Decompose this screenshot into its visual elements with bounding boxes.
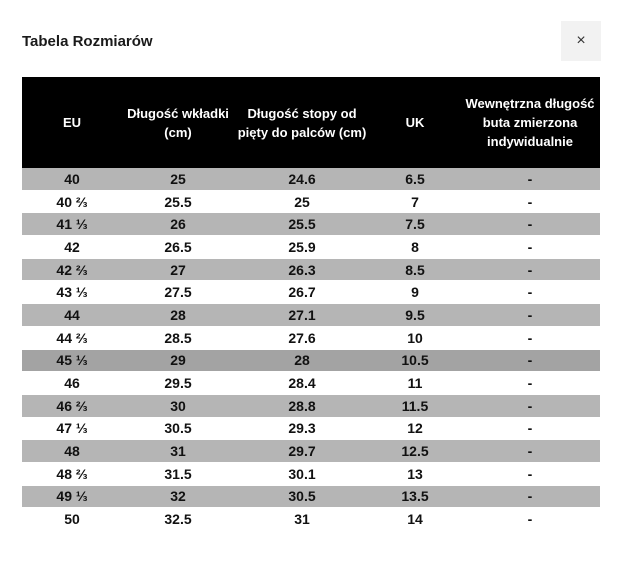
cell-uk: 7.5 [370, 213, 460, 236]
cell-eu: 42 [22, 236, 122, 259]
cell-inner: - [460, 236, 600, 259]
cell-eu: 44 [22, 304, 122, 327]
cell-insole: 27.5 [122, 281, 234, 304]
cell-insole: 26.5 [122, 236, 234, 259]
cell-uk: 10 [370, 326, 460, 349]
size-table-body [22, 168, 600, 531]
cell-uk: 9.5 [370, 304, 460, 327]
cell-foot: 30.5 [234, 485, 370, 508]
cell-inner: - [460, 462, 600, 485]
header-foot-length: Długość stopy od pięty do palców (cm) [234, 77, 370, 168]
cell-eu: 48 ⅔ [22, 462, 122, 485]
cell-uk: 9 [370, 281, 460, 304]
table-row [22, 508, 600, 531]
cell-insole: 28 [122, 304, 234, 327]
cell-insole: 32 [122, 485, 234, 508]
cell-inner: - [460, 440, 600, 463]
table-row [22, 326, 600, 349]
cell-eu: 40 ⅔ [22, 190, 122, 213]
cell-inner: - [460, 258, 600, 281]
cell-foot: 26.7 [234, 281, 370, 304]
table-row [22, 258, 600, 281]
cell-insole: 28.5 [122, 326, 234, 349]
cell-insole: 30.5 [122, 417, 234, 440]
cell-uk: 13 [370, 462, 460, 485]
cell-inner: - [460, 213, 600, 236]
header-uk: UK [370, 77, 460, 168]
close-icon: × [576, 32, 586, 49]
header-row [22, 77, 600, 168]
cell-foot: 29.7 [234, 440, 370, 463]
cell-uk: 10.5 [370, 349, 460, 372]
cell-inner: - [460, 281, 600, 304]
cell-foot: 24.6 [234, 168, 370, 190]
cell-insole: 32.5 [122, 508, 234, 531]
size-table [22, 77, 600, 531]
table-row [22, 190, 600, 213]
cell-uk: 11 [370, 372, 460, 395]
header-inner-length: Wewnętrzna długość buta zmierzona indywidualnie [460, 77, 600, 168]
table-row [22, 394, 600, 417]
cell-foot: 25.5 [234, 213, 370, 236]
cell-uk: 11.5 [370, 394, 460, 417]
cell-uk: 12.5 [370, 440, 460, 463]
table-row [22, 417, 600, 440]
cell-insole: 26 [122, 213, 234, 236]
cell-eu: 43 ⅓ [22, 281, 122, 304]
cell-foot: 28 [234, 349, 370, 372]
cell-inner: - [460, 326, 600, 349]
table-row [22, 462, 600, 485]
cell-insole: 29.5 [122, 372, 234, 395]
cell-insole: 27 [122, 258, 234, 281]
cell-inner: - [460, 485, 600, 508]
table-row [22, 213, 600, 236]
cell-foot: 26.3 [234, 258, 370, 281]
cell-eu: 48 [22, 440, 122, 463]
cell-eu: 45 ⅓ [22, 349, 122, 372]
cell-insole: 30 [122, 394, 234, 417]
cell-eu: 49 ⅓ [22, 485, 122, 508]
cell-inner: - [460, 349, 600, 372]
cell-uk: 6.5 [370, 168, 460, 190]
header-eu: EU [22, 77, 122, 168]
cell-eu: 50 [22, 508, 122, 531]
cell-uk: 8 [370, 236, 460, 259]
cell-insole: 31.5 [122, 462, 234, 485]
table-row [22, 485, 600, 508]
cell-inner: - [460, 168, 600, 190]
cell-eu: 46 ⅔ [22, 394, 122, 417]
cell-foot: 25.9 [234, 236, 370, 259]
cell-foot: 29.3 [234, 417, 370, 440]
cell-eu: 42 ⅔ [22, 258, 122, 281]
cell-foot: 30.1 [234, 462, 370, 485]
table-row [22, 349, 600, 372]
table-row [22, 168, 600, 190]
cell-foot: 28.8 [234, 394, 370, 417]
cell-inner: - [460, 508, 600, 531]
cell-uk: 12 [370, 417, 460, 440]
cell-inner: - [460, 372, 600, 395]
cell-foot: 27.6 [234, 326, 370, 349]
cell-insole: 31 [122, 440, 234, 463]
close-button[interactable] [561, 21, 601, 61]
cell-eu: 44 ⅔ [22, 326, 122, 349]
cell-insole: 25.5 [122, 190, 234, 213]
cell-inner: - [460, 190, 600, 213]
cell-inner: - [460, 394, 600, 417]
cell-insole: 25 [122, 168, 234, 190]
cell-uk: 14 [370, 508, 460, 531]
cell-uk: 13.5 [370, 485, 460, 508]
cell-eu: 47 ⅓ [22, 417, 122, 440]
table-row [22, 304, 600, 327]
table-row [22, 281, 600, 304]
cell-inner: - [460, 304, 600, 327]
cell-eu: 40 [22, 168, 122, 190]
cell-inner: - [460, 417, 600, 440]
table-row [22, 372, 600, 395]
cell-foot: 28.4 [234, 372, 370, 395]
cell-eu: 46 [22, 372, 122, 395]
cell-foot: 31 [234, 508, 370, 531]
cell-eu: 41 ⅓ [22, 213, 122, 236]
cell-insole: 29 [122, 349, 234, 372]
cell-foot: 25 [234, 190, 370, 213]
cell-uk: 8.5 [370, 258, 460, 281]
header-insole-length: Długość wkładki (cm) [122, 77, 234, 168]
cell-foot: 27.1 [234, 304, 370, 327]
table-row [22, 236, 600, 259]
cell-uk: 7 [370, 190, 460, 213]
table-row [22, 440, 600, 463]
dialog-title: Tabela Rozmiarów [22, 33, 153, 50]
